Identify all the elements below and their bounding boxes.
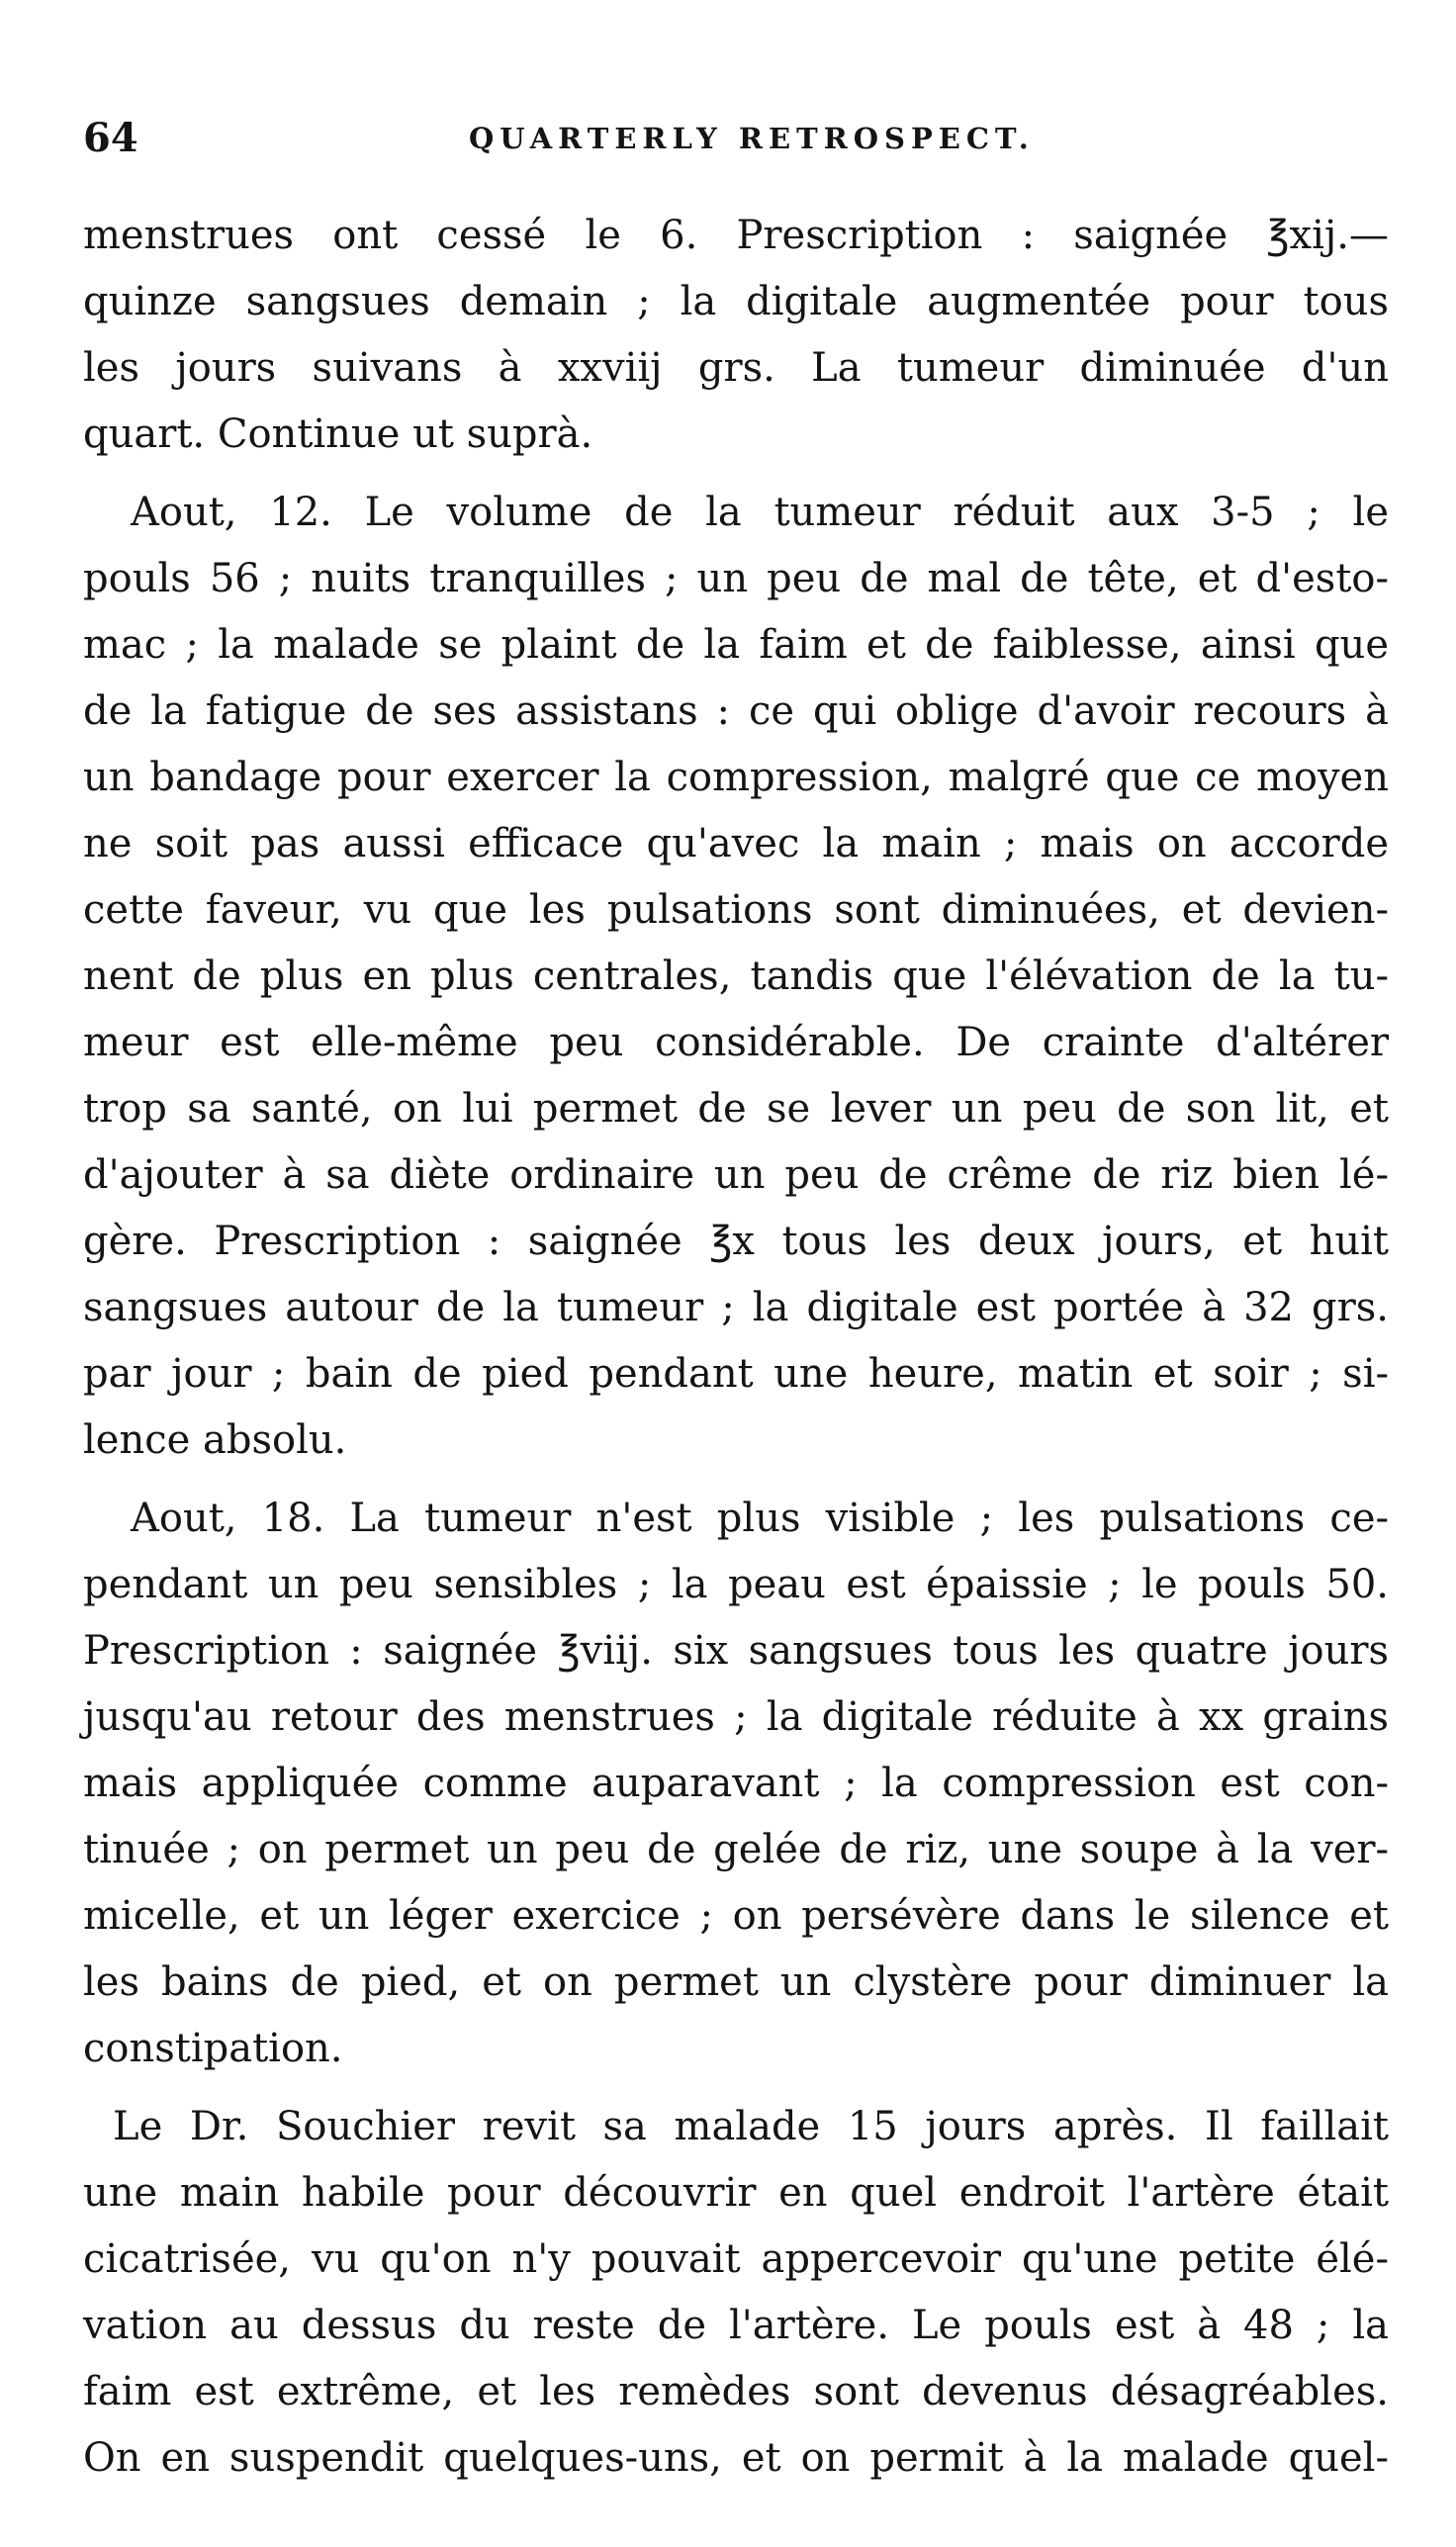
text-line: quinze sangsues demain ; la digitale augmentée pour tous (83, 279, 1389, 324)
page-number: 64 (83, 115, 138, 161)
text-line: Le Dr. Souchier revit sa malade 15 jours après. Il faillait (113, 2104, 1389, 2149)
paragraph-1 (83, 203, 1389, 468)
running-head (83, 111, 1389, 166)
text-line: cette faveur, vu que les pulsations sont diminuées, et devien- (83, 887, 1389, 933)
text-line: d'ajouter à sa diète ordinaire un peu de crême de riz bien lé- (83, 1152, 1389, 1198)
paragraph-4 (83, 2094, 1389, 2492)
text-line: pouls 56 ; nuits tranquilles ; un peu de mal de tête, et d'esto- (83, 556, 1389, 601)
text-line: constipation. (83, 2026, 343, 2071)
text-line: Aout, 12. Le volume de la tumeur réduit aux 3-5 ; le (131, 490, 1389, 535)
text-line: un bandage pour exercer la compression, malgré que ce moyen (83, 755, 1389, 800)
body-text (83, 203, 1389, 2503)
text-line: de la fatigue de ses assistans : ce qui oblige d'avoir recours à (83, 688, 1389, 734)
text-line: menstrues ont cessé le 6. Prescription : saignée ℥xij.— (83, 213, 1389, 258)
text-line: pendant un peu sensibles ; la peau est épaissie ; le pouls 50. (83, 1562, 1389, 1607)
text-line: lence absolu. (83, 1417, 347, 1463)
text-line: Prescription : saignée ℥viij. six sangsues tous les quatre jours (83, 1628, 1389, 1674)
text-line: une main habile pour découvrir en quel endroit l'artère était (83, 2170, 1389, 2216)
text-line: par jour ; bain de pied pendant une heure, matin et soir ; si- (83, 1351, 1389, 1397)
text-line: ne soit pas aussi efficace qu'avec la main ; mais on accorde (83, 821, 1389, 866)
text-line: les bains de pied, et on permet un clystère pour diminuer la (83, 1959, 1389, 2005)
text-line: Aout, 18. La tumeur n'est plus visible ; les pulsations ce- (131, 1496, 1389, 1541)
text-line: tinuée ; on permet un peu de gelée de riz, une soupe à la ver- (83, 1827, 1389, 1872)
text-line: nent de plus en plus centrales, tandis que l'élévation de la tu- (83, 954, 1389, 999)
text-line: quart. Continue ut suprà. (83, 411, 593, 457)
paragraph-3 (83, 1486, 1389, 2082)
text-line: jusqu'au retour des menstrues ; la digitale réduite à xx grains (83, 1694, 1389, 1740)
text-line: gère. Prescription : saignée ℥x tous les deux jours, et huit (83, 1219, 1389, 1264)
text-line: cicatrisée, vu qu'on n'y pouvait appercevoir qu'une petite élé- (83, 2236, 1389, 2282)
text-line: mais appliquée comme auparavant ; la compression est con- (83, 1761, 1389, 1806)
text-line: meur est elle-même peu considérable. De crainte d'altérer (83, 1020, 1389, 1065)
text-line: trop sa santé, on lui permet de se lever un peu de son lit, et (83, 1086, 1389, 1132)
text-line: sangsues autour de la tumeur ; la digitale est portée à 32 grs. (83, 1285, 1389, 1330)
running-title: QUARTERLY RETROSPECT. (469, 122, 1035, 155)
paragraph-2 (83, 480, 1389, 1474)
text-line: micelle, et un léger exercice ; on persévère dans le silence et (83, 1893, 1389, 1939)
text-line: On en suspendit quelques-uns, et on permit à la malade quel- (83, 2435, 1389, 2481)
text-line: vation au dessus du reste de l'artère. Le pouls est à 48 ; la (83, 2303, 1389, 2348)
text-line: mac ; la malade se plaint de la faim et de faiblesse, ainsi que (83, 622, 1389, 668)
text-line: faim est extrême, et les remèdes sont devenus désagréables. (83, 2369, 1389, 2414)
text-line: les jours suivans à xxviij grs. La tumeur diminuée d'un (83, 345, 1389, 391)
